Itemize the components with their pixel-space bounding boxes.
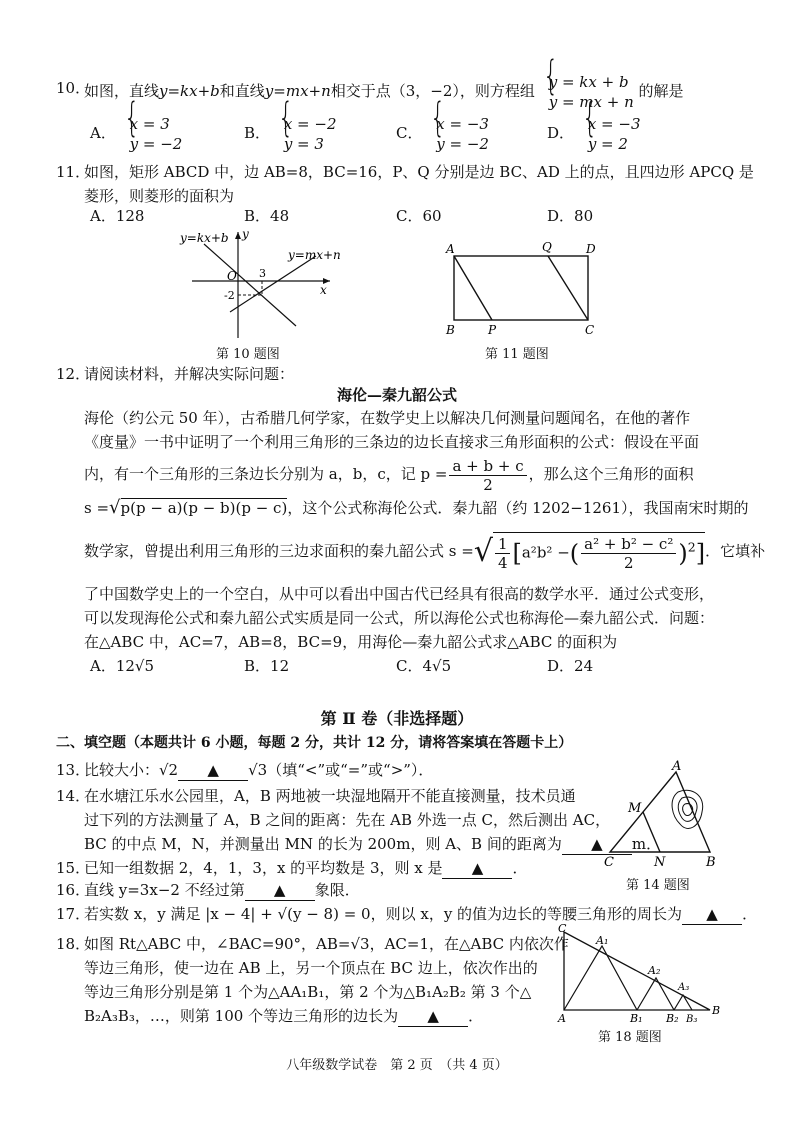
paren-open: ( [569,539,580,568]
q12-line3 [84,454,694,494]
point-a3: A₃ [678,982,690,993]
equilateral-3 [674,995,692,1010]
y-label: y [242,227,249,241]
section2-part: 二、填空题（本题共计 6 小题，每题 2 分，共计 12 分，请将答案填在答题卡上） [56,735,573,751]
q12-option-b[interactable]: B．12 [244,657,290,675]
q12-text: ，这个公式称海伦公式．秦九韶（约 1202−1261），我国南宋时期的 [287,499,749,517]
tick-3-label: 3 [259,267,266,280]
q12-line4 [84,498,749,518]
point-b2: B₂ [666,1012,679,1024]
q18-number: 18． [56,935,91,953]
q14-text: m． [631,835,662,853]
q12-option-c[interactable]: C．4√5 [396,657,452,675]
segment-ap [454,256,492,320]
q18-text: ． [468,1007,484,1025]
q14-text: BC 的中点 M，N，并测量出 MN 的长为 200m，则 A、B 间的距离为 [84,835,562,853]
sys-row: y = 3 [283,135,324,153]
option-system [579,114,641,154]
q18-line4 [84,1006,483,1027]
q13-text: √3（填“<”或“=”或“>”）． [248,761,434,779]
option-label: C． [396,124,423,142]
sys-row: y = mx + n [548,93,634,111]
fraction-p [449,457,526,494]
line-mx-n [230,256,316,312]
point-a2: A₂ [648,964,661,977]
q18-text: B₂A₃B₃，…，则第 100 个等边三角形的边长为 [84,1007,399,1025]
page-footer: 八年级数学试卷 第 2 页 （共 4 页） [286,1058,508,1073]
segment-mn [643,812,660,852]
sys-row: { x = 3 [129,115,170,133]
q12-math: a²b² − [521,543,570,562]
q12-text: 数学家，曾提出利用三角形的三边求面积的秦九韶公式 s = [84,542,474,560]
q10-text: 的解是 [638,82,684,100]
q18-line1: 如图 Rt△ABC 中，∠BAC=90°，AB=√3，AC=1，在△ABC 内依次作 [84,935,569,953]
q10-eq1: y=kx+b [159,82,220,100]
equilateral-2 [637,978,674,1010]
bracket-close: ] [695,539,706,568]
q14-line2: 过下列的方法测量了 A，B 之间的距离：先在 AB 外选一点 C，然后测出 AC， [84,811,611,829]
q12-text: ．它填补 [705,542,766,560]
x-label: x [320,283,327,297]
fig18-caption: 第 18 题图 [598,1030,662,1045]
point-a: A [672,760,682,774]
q11-line1: 如图，矩形 ABCD 中，边 AB=8，BC=16，P、Q 分别是边 BC、AD 上的点，且四边形 APCQ 是 [84,163,754,181]
point-b3: B₃ [686,1014,698,1024]
q12-text: ，那么这个三角形的面积 [528,465,694,483]
q18-line2: 等边三角形，使一边在 AB 上，另一个顶点在 BC 边上，依次作出的 [84,959,538,977]
answer-blank[interactable]: ▲ [442,858,512,879]
fig14-pond [596,760,724,868]
q10-option-c[interactable] [396,114,489,154]
line-kx-b [204,244,296,326]
tick-neg2-label: -2 [224,289,235,302]
q12-line1: 海伦（约公元 50 年），古希腊几何学家，在数学史上以解决几何测量问题闻名，在他的著作 [84,409,691,427]
frac-den: 4 [497,554,508,572]
q12-line5 [84,526,765,578]
radicand: p(p − a)(p − b)(p − c) [120,499,288,517]
paren-close: ) [678,539,688,568]
fig14-caption: 第 14 题图 [626,878,690,893]
point-a: A [558,1012,566,1024]
q12-line8: 在△ABC 中，AC=7，AB=8，BC=9，用海伦—秦九韶公式求△ABC 的面积为 [84,633,618,651]
point-b: B [446,323,455,337]
q12-intro: 请阅读材料，并解决实际问题： [84,365,295,383]
q16-text: 直线 y=3x−2 不经过第 [84,881,245,899]
fig10-graph [170,226,350,342]
q12-number: 12． [56,365,91,383]
frac-den: 2 [483,475,493,494]
segment-qc [548,256,588,320]
q11-option-a[interactable]: A．128 [90,207,145,225]
q12-title: 海伦—秦九韶公式 [336,386,457,404]
pond-outer [672,790,703,828]
q18-line3: 等边三角形分别是第 1 个为△AA₁B₁，第 2 个为△B₁A₂B₂ 第 3 个△ [84,983,532,1001]
point-b: B [712,1004,721,1017]
q17-text: ． [742,905,758,923]
point-q: Q [542,240,552,254]
point-p: P [488,323,497,337]
frac-num: a² + b² − c² [581,535,676,554]
sys-row: { y = kx + b [548,73,629,91]
q13-line [84,760,433,781]
q11-line2: 菱形，则菱形的面积为 [84,187,235,205]
answer-blank[interactable]: ▲ [398,1006,468,1027]
point-c: C [585,323,595,337]
label-kx-b: y=kx+b [180,231,229,245]
fig18-triangles [552,924,728,1024]
q17-line [84,904,757,925]
q13-text: 比较大小：√2 [84,761,179,779]
radicand-box: $\frac{1}{4}$ [a²b² −( $\frac{\text{a² + b² − c²}}{2}$ )$^2$] [493,532,705,572]
q11-option-b[interactable]: B．48 [244,207,290,225]
equilateral-1 [564,946,637,1010]
q12-option-d[interactable]: D．24 [547,657,594,675]
radical-sign: √ [109,497,121,518]
q17-text: 若实数 x，y 满足 |x − 4| + √(y − 8) = 0，则以 x，y 的值为边长的等腰三角形的周长为 [84,905,683,923]
answer-blank[interactable]: ▲ [245,880,315,901]
fraction-cos [581,535,676,572]
radical-sign: √ [473,534,493,569]
bracket-open: [ [512,539,522,568]
q11-option-c[interactable]: C．60 [396,207,442,225]
point-d: D [586,242,596,256]
point-b1: B₁ [630,1012,643,1024]
option-label: B． [244,124,271,142]
q14-line1: 在水塘江乐水公园里，A，B 两地被一块湿地隔开不能直接测量，技术员通 [84,787,576,805]
q10-option-b[interactable] [244,114,337,154]
point-a: A [446,242,455,256]
sys-row: { x = −3 [436,115,489,133]
q12-option-a[interactable]: A．12√5 [90,657,155,675]
q10-option-d[interactable] [547,114,641,154]
q15-text: 已知一组数据 2，4，1，3，x 的平均数是 3，则 x 是 [84,859,443,877]
q16-text: 象限． [314,881,360,899]
frac-num: 1 [495,535,511,554]
point-c: C [604,855,614,868]
point-n: N [654,855,666,868]
sys-row: { x = −3 [587,115,641,133]
sys-row: y = 2 [587,135,628,153]
fraction-quarter [495,535,511,572]
frac-num: a + b + c [449,457,526,476]
option-system [427,114,489,154]
q13-number: 13． [56,761,91,779]
q14-line3 [84,834,661,855]
q16-line [84,880,360,901]
q14-number: 14． [56,787,91,805]
label-mx-n: y=mx+n [288,248,341,262]
q16-number: 16． [56,881,91,899]
triangle-abc [610,772,710,852]
point-c: C [558,924,567,935]
answer-blank[interactable]: ▲ [178,760,248,781]
q12-line7: 可以发现海伦公式和秦九韶公式实质是同一公式，所以海伦公式也称海伦—秦九韶公式．问题： [84,609,715,627]
y-axis-arrow [235,232,241,239]
q15-number: 15． [56,859,91,877]
q10-number: 10． [56,79,91,97]
frac-den: 2 [623,554,634,572]
q15-line [84,858,528,879]
point-a1: A₁ [596,934,609,947]
answer-blank[interactable]: ▲ [562,834,632,855]
fig11-caption: 第 11 题图 [485,347,549,362]
q15-text: ． [512,859,528,877]
q17-number: 17． [56,905,91,923]
q10-eq2: y=mx+n [264,82,331,100]
q10-text: 和直线 [219,82,265,100]
option-system [275,114,337,154]
sys-row: { x = −2 [283,115,337,133]
answer-blank[interactable]: ▲ [682,904,742,925]
point-b: B [706,855,716,868]
section2-heading: 第 Ⅱ 卷（非选择题） [320,709,474,728]
q10-text: 如图，直线 [84,82,160,100]
origin-label: O [227,269,237,283]
sys-row: y = −2 [129,135,183,153]
q12-line2: 《度量》一书中证明了一个利用三角形的三条边的边长直接求三角形面积的公式：假设在平面 [84,433,700,451]
fig11-rectangle [440,236,600,338]
q10-text: 相交于点（3，−2），则方程组 [330,82,535,100]
pond-inner [683,804,693,816]
fig10-caption: 第 10 题图 [216,347,280,362]
q12-text: 内，有一个三角形的三条边长分别为 a，b，c，记 p = [84,465,448,483]
option-label: D． [547,124,575,142]
q12-text: s = [84,499,110,517]
sys-row: y = −2 [436,135,489,153]
q12-line6: 了中国数学史上的一个空白，从中可以看出中国古代已经具有很高的数学水平．通过公式变形， [84,585,715,603]
point-m: M [628,801,642,816]
q11-option-d[interactable]: D．80 [547,207,594,225]
option-system [121,114,183,154]
q10-option-a[interactable] [90,114,182,154]
triangle-abc [564,932,710,1010]
option-label: A． [90,124,116,142]
q11-number: 11． [56,163,91,181]
